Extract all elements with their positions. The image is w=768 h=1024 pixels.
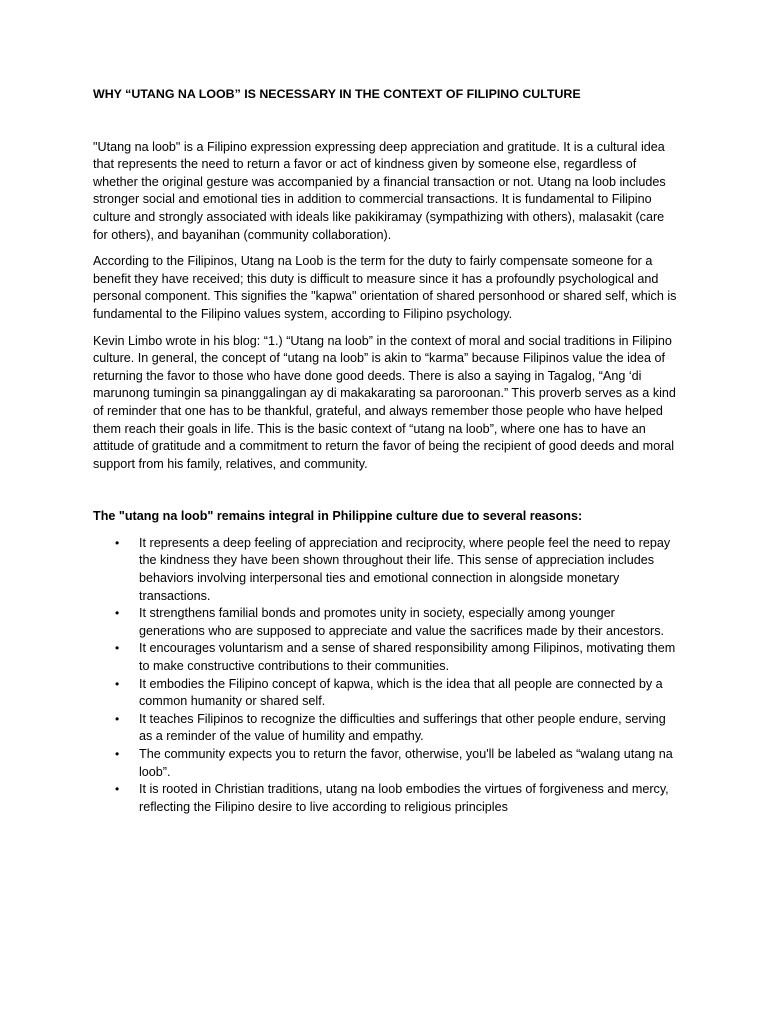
bullet-icon: • [115,782,120,797]
paragraph-kapwa-orientation: According to the Filipinos, Utang na Loob is the term for the duty to fairly compensate someone for a benefit they have received; this duty is difficult to measure since it has a profoundly psychological and personal component. This signifies the "kapwa" orientation of shared personhood or shared self, which is fundamental to the Filipino values system, according to Filipino psychology. [93,254,677,321]
paragraph-utang-na-loob-definition: "Utang na loob" is a Filipino expression expressing deep appreciation and gratitude. It is a cultural idea that represents the need to return a favor or act of kindness given by someone else, regardless of whether the original gesture was accompanied by a financial transaction or not. Utang na loob includes stronger social and emotional ties in addition to commercial transactions. It is fundamental to Filipino culture and strongly associated with ideals like pakikiramay (sympathizing with others), malasakit (care for others), and bayanihan (community collaboration). [93,139,666,242]
list-item-text: It encourages voluntarism and a sense of shared responsibility among Filipinos, motivating them to make constructive contributions to their communities. [139,641,676,674]
list-item-text: It represents a deep feeling of appreciation and reciprocity, where people feel the need to repay the kindness they have been shown throughout their life. This sense of appreciation includes behaviors involving interpersonal ties and emotional connection in alongside monetary transactions. [139,535,671,603]
document-body [93,86,678,816]
reasons-heading: The "utang na loob" remains integral in Philippine culture due to several reasons: [93,509,583,524]
list-item-text: The community expects you to return the favor, otherwise, you'll be labeled as “walang utang na loob”. [139,747,673,779]
paragraph-kevin-limbo-quote: Kevin Limbo wrote in his blog: “1.) “Utang na loob” in the context of moral and social traditions in Filipino culture. In general, the concept of “utang na loob” is akin to “karma” because Filipinos value the idea of returning the favor to those who have done good deeds. There is also a saying in Tagalog, “Ang ‘di marunong tumingin sa pinanggalingan ay di makakarating sa paroroonan.” This proverb serves as a kind of reminder that one has to be thankful, grateful, and always remember those people who have helped them reach their goals in life. This is the basic context of “utang na loob”, where one has to have an attitude of gratitude and a commitment to return the favor of being the recipient of good deeds and moral support from his family, relatives, and community. [93,333,676,471]
list-item [93,535,678,605]
list-item [93,781,678,816]
list-item-text: It is rooted in Christian traditions, utang na loob embodies the virtues of forgiveness and mercy, reflecting the Filipino desire to live according to religious principles [139,782,669,814]
list-item [93,640,678,675]
bullet-icon: • [115,606,120,621]
bullet-icon: • [115,676,120,691]
list-item [93,746,678,781]
list-item-text: It strengthens familial bonds and promotes unity in society, especially among younger generations who are supposed to appreciate and value the sacrifices made by their ancestors. [139,606,665,638]
bullet-icon: • [115,747,120,761]
list-item-text: It teaches Filipinos to recognize the difficulties and sufferings that other people endure, serving as a reminder of the value of humility and empathy. [139,711,666,744]
list-item [93,711,678,746]
document-title: WHY “UTANG NA LOOB” IS NECESSARY IN THE CONTEXT OF FILIPINO CULTURE [93,87,581,101]
list-item-text: It embodies the Filipino concept of kapwa, which is the idea that all people are connected by a common humanity or shared self. [139,676,663,709]
bullet-icon: • [115,535,120,550]
bullet-icon: • [115,641,120,656]
list-item [93,676,678,711]
bullet-icon: • [115,711,120,726]
reasons-list [93,535,678,817]
list-item [93,605,678,640]
